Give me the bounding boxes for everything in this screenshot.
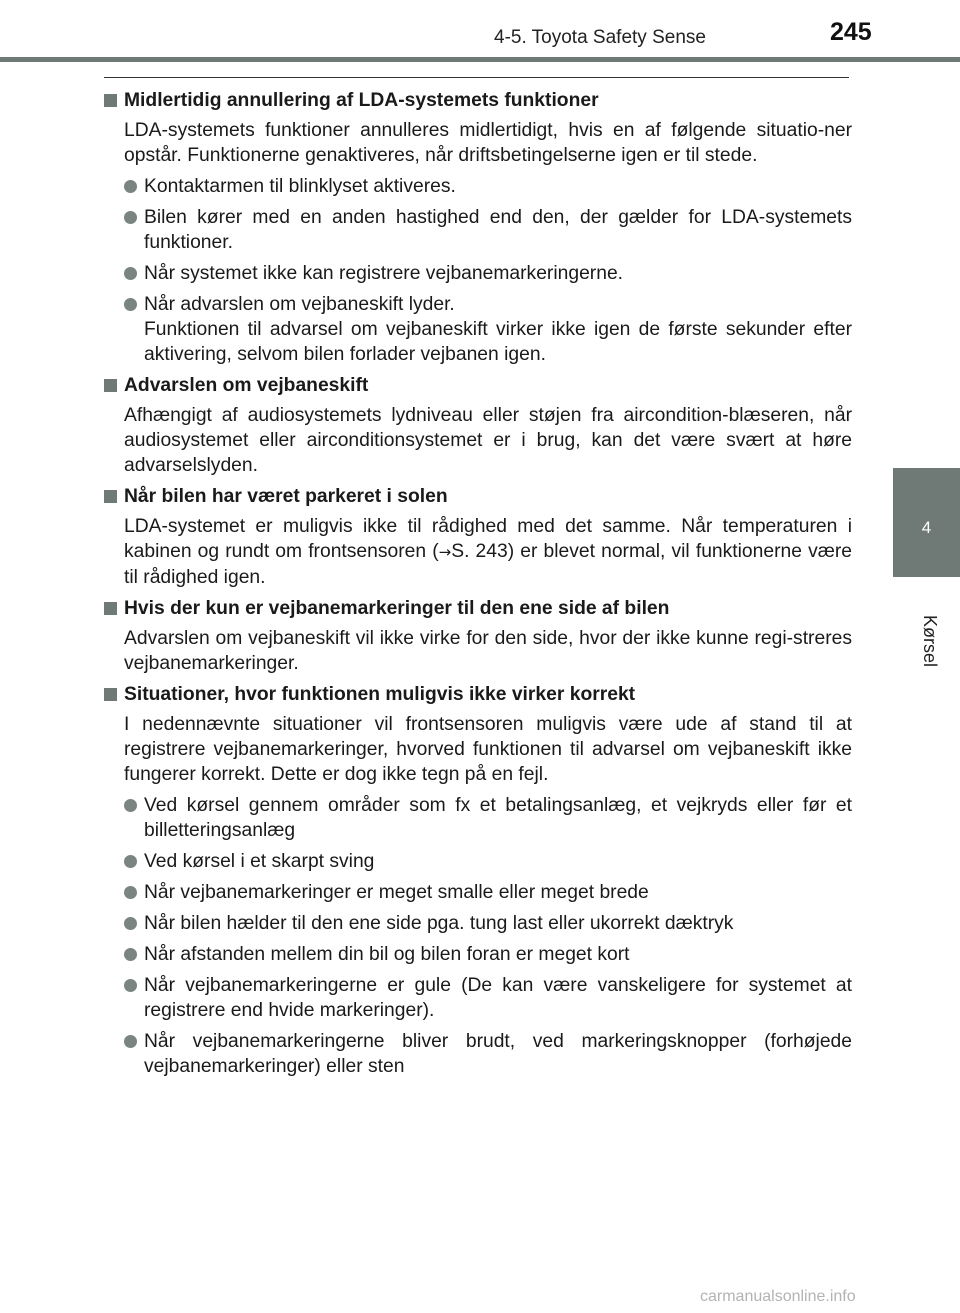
section-body: Afhængigt af audiosystemets lydniveau eller støjen fra aircondition-blæseren, når audiosystemet eller airconditionsystemet er i brug, kan det være svært at høre advarselslyden. [124,405,852,476]
section-heading [104,373,852,398]
page-reference-link[interactable]: S. 243 [451,541,508,562]
section-body: I nedennævnte situationer vil frontsensoren muligvis være ude af stand til at registrere vejbanemarkeringer, hvorved funktionen til advarsel om vejbaneskift ikke fungerer korrekt. Dette er dog ikke tegn på en fejl. [124,714,852,785]
section-lane-warning [104,373,852,478]
page-content [104,88,852,1085]
section-heading-text: Situationer, hvor funktionen muligvis ikke virker korrekt [124,684,636,705]
section-heading-text: Hvis der kun er vejbanemarkeringer til den ene side af bilen [124,598,670,619]
section-heading-text: Advarslen om vejbaneskift [124,375,369,396]
section-body: LDA-systemets funktioner annulleres midlertidigt, hvis en af følgende situatio-ner opstår. Funktionerne genaktiveres, når driftsbetingelserne igen er til stede. [124,120,852,166]
list-item-text: Når advarslen om vejbaneskift lyder. [144,294,455,315]
circle-bullet-icon [124,211,137,224]
list-item-text: Når vejbanemarkeringerne er gule (De kan være vanskeligere for systemet at registrere end hvide markeringer). [144,975,852,1021]
section-heading [104,596,852,621]
section-body: Advarslen om vejbaneskift vil ikke virke for den side, hvor der ikke kunne regi-streres vejbanemarkeringer. [124,628,852,674]
list-item [104,261,852,286]
section-heading [104,484,852,509]
list-item-text: Når afstanden mellem din bil og bilen foran er meget kort [144,944,630,965]
list-item-text: Når vejbanemarkeringer er meget smalle eller meget brede [144,882,649,903]
list-item [104,205,852,255]
list-item [104,793,852,843]
list-item [104,1029,852,1079]
list-item [104,911,852,936]
square-bullet-icon [104,379,117,392]
circle-bullet-icon [124,298,137,311]
section-title: 4-5. Toyota Safety Sense [494,27,706,48]
list-item-text: Når systemet ikke kan registrere vejbanemarkeringerne. [144,263,624,284]
circle-bullet-icon [124,180,137,193]
section-heading-text: Midlertidig annullering af LDA-systemets funktioner [124,90,599,111]
list-item-text: Ved kørsel i et skarpt sving [144,851,375,872]
bullet-list [104,174,852,367]
list-item-text: Ved kørsel gennem områder som fx et betalingsanlæg, et vejkryds eller før et billetteringsanlæg [144,795,852,841]
content-rule [104,77,849,78]
circle-bullet-icon [124,799,137,812]
list-item-text: Kontaktarmen til blinklyset aktiveres. [144,176,456,197]
body-text: LDA-systemet er muligvis ikke til rådighed med det samme. Når temperaturen i kabinen og rundt om frontsensoren ( [124,516,852,562]
square-bullet-icon [104,688,117,701]
section-heading-text: Når bilen har været parkeret i solen [124,486,448,507]
section-temporary-cancel [104,88,852,367]
section-one-side-markings [104,596,852,676]
circle-bullet-icon [124,979,137,992]
body-text: ) er blevet normal, vil funktionerne være til rådighed igen. [124,541,853,588]
list-item-text: Bilen kører med en anden hastighed end den, der gælder for LDA-systemets funktioner. [144,207,852,253]
list-item-note: Funktionen til advarsel om vejbaneskift virker ikke igen de første sekunder efter aktivering, selvom bilen forlader vejbanen igen. [144,319,852,365]
square-bullet-icon [104,490,117,503]
list-item [104,174,852,199]
circle-bullet-icon [124,948,137,961]
page-number: 245 [830,18,872,46]
section-heading [104,682,852,707]
section-malfunction-situations [104,682,852,1079]
bullet-list [104,793,852,1079]
circle-bullet-icon [124,267,137,280]
circle-bullet-icon [124,917,137,930]
list-item [104,292,852,367]
chapter-label: Kørsel [920,615,940,668]
list-item [104,942,852,967]
circle-bullet-icon [124,855,137,868]
section-parked-in-sun [104,484,852,590]
circle-bullet-icon [124,886,137,899]
section-heading [104,88,852,113]
header-bar [0,57,960,62]
square-bullet-icon [104,94,117,107]
list-item-text: Når vejbanemarkeringerne bliver brudt, ved markeringsknopper (forhøjede vejbanemarkeringer) eller sten [144,1031,852,1077]
chapter-number: 4 [921,518,932,537]
circle-bullet-icon [124,1035,137,1048]
section-body [124,514,852,590]
list-item [104,973,852,1023]
list-item [104,849,852,874]
watermark: carmanualsonline.info [700,1288,856,1305]
arrow-right-icon: → [438,543,452,561]
square-bullet-icon [104,602,117,615]
list-item [104,880,852,905]
list-item-text: Når bilen hælder til den ene side pga. tung last eller ukorrekt dæktryk [144,913,734,934]
